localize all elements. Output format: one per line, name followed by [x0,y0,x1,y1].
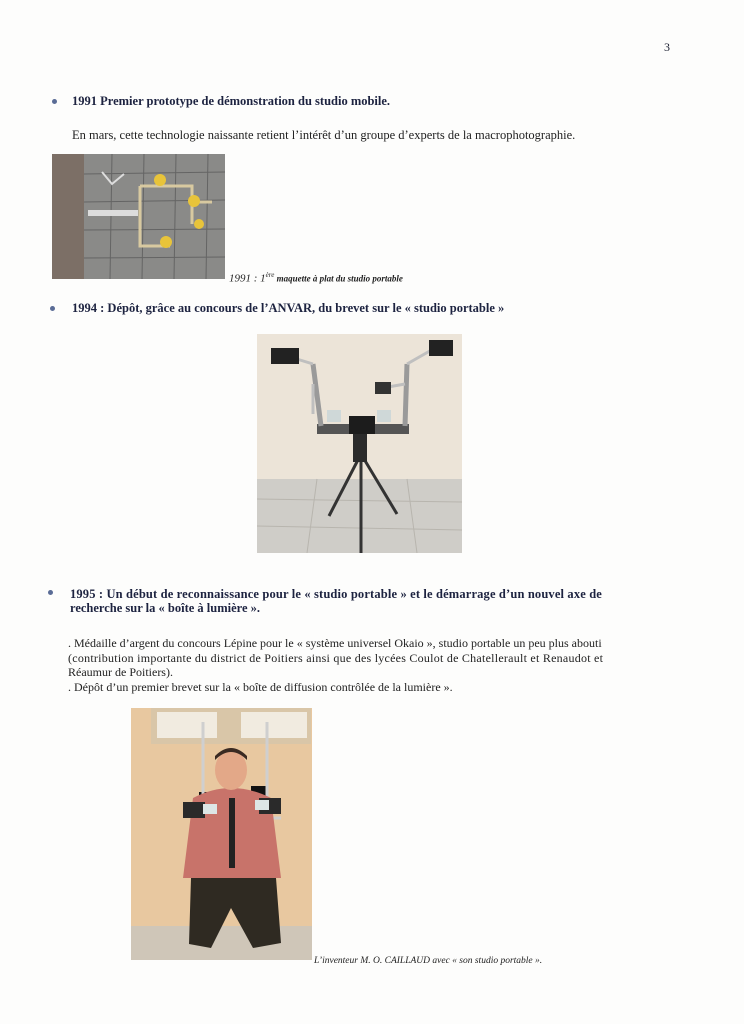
caption-1991 [229,271,403,285]
item-medaille-line1: . Médaille d’argent du concours Lépine pour le « système universel Okaio », studio portable un peu plus abouti [68,636,602,650]
heading-1995-line2: recherche sur la « boîte à lumière ». [70,601,261,615]
heading-1995-line1: 1995 : Un début de reconnaissance pour le « studio portable » et le démarrage d’un nouvel axe de [70,587,602,601]
caption-1991-text: maquette à plat du studio portable [274,273,403,284]
item-brevet: . Dépôt d’un premier brevet sur la « boîte de diffusion contrôlée de la lumière ». [68,680,453,694]
bullet-1991 [52,99,57,104]
photo-1995-inventeur [131,708,312,960]
photo-1994-studio-portable [257,334,462,553]
heading-1991: 1991 Premier prototype de démonstration du studio mobile. [72,94,391,108]
bullet-1994 [50,306,55,311]
caption-1991-year: 1991 : 1 [229,272,266,285]
photo-1991-prototype [52,154,225,279]
page-number: 3 [664,40,670,54]
heading-1994: 1994 : Dépôt, grâce au concours de l’ANVAR, du brevet sur le « studio portable » [72,301,505,315]
bullet-1995 [48,590,53,595]
item-medaille-line3: Réaumur de Poitiers). [68,665,173,679]
caption-1995: L’inventeur M. O. CAILLAUD avec « son studio portable ». [314,956,543,966]
paragraph-1991: En mars, cette technologie naissante retient l’intérêt d’un groupe d’experts de la macrophotographie. [72,128,576,142]
caption-1991-superscript: ère [265,271,275,279]
item-medaille-line2: (contribution importante du district de Poitiers ainsi que des lycées Coulot de Chatellerault et Renaudot et [68,651,604,665]
